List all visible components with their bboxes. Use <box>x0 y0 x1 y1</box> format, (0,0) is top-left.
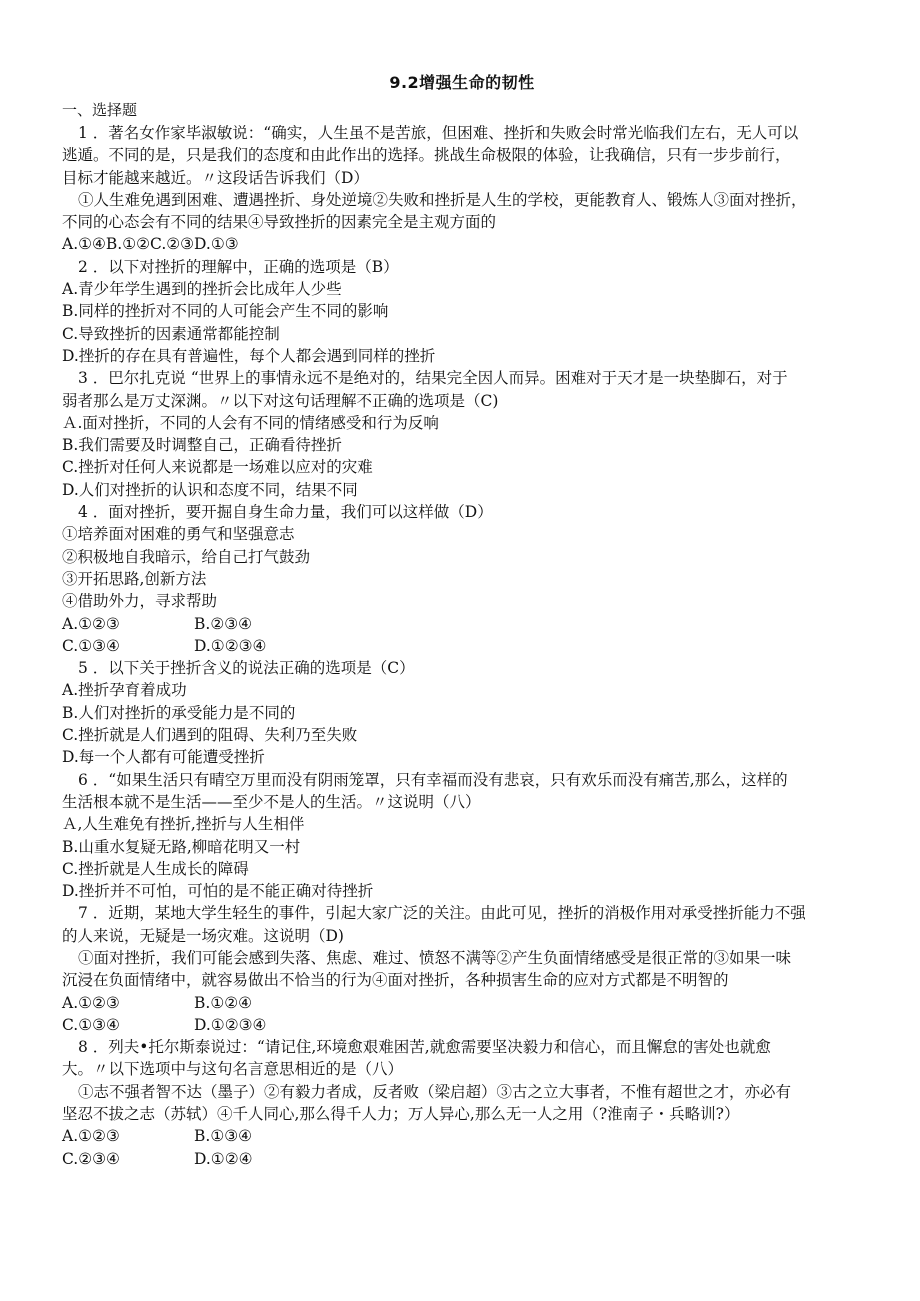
statement-item: ①培养面对困难的勇气和坚强意志 <box>62 525 295 544</box>
option-row <box>62 1148 862 1170</box>
statement-item: ②积极地自我暗示，给自己打气鼓劲 <box>62 547 311 566</box>
question-stem: 大。〃以下选项中与这句名言意思相近的是（八） <box>62 1060 404 1079</box>
question-stem: 6 ．“如果生活只有晴空万里而没有阴雨笼罩，只有幸福而没有悲哀，只有欢乐而没有痛苦,那么，这样的 <box>78 770 788 789</box>
option-b: B.山重水复疑无路,柳暗花明又一村 <box>62 837 301 856</box>
option-a: A.青少年学生遇到的挫折会比成年人少些 <box>62 280 342 299</box>
statement-item: ③开拓思路,创新方法 <box>62 569 207 588</box>
option-a: A.①②③ <box>62 614 120 633</box>
option-d: D.①②③④ <box>194 1015 267 1034</box>
option-b: B.同样的挫折对不同的人可能会产生不同的影响 <box>62 302 389 321</box>
option-d: D.每一个人都有可能遭受挫折 <box>62 748 265 767</box>
option-d: D.①②④ <box>194 1149 253 1168</box>
statement-list: ①志不强者智不达（墨子）②有毅力者成，反者败（梁启超）③古之立大事者，不惟有超世之才，亦必有 <box>78 1082 792 1101</box>
question-7 <box>62 902 862 1036</box>
section-heading: 一、选择题 <box>62 101 138 119</box>
question-stem: 3 ．巴尔扎克说 “世界上的事情永远不是绝对的，结果完全因人而异。困难对于天才是一块垫脚石，对于 <box>78 369 788 388</box>
question-stem: 7 ．近期，某地大学生轻生的事件，引起大家广泛的关注。由此可见，挫折的消极作用对承受挫折能力不强 <box>78 904 806 923</box>
question-3 <box>62 367 862 501</box>
question-stem: 生活根本就不是生活——至少不是人的生活。〃这说明（八） <box>62 792 481 811</box>
option-c: C.①③④ <box>62 1015 120 1034</box>
question-5 <box>62 657 862 768</box>
question-4 <box>62 501 862 657</box>
option-b: B.①③④ <box>194 1127 253 1146</box>
option-b: B.①②④ <box>194 993 253 1012</box>
option-b: B.②③④ <box>194 614 253 633</box>
question-stem: 5 ．以下关于挫折含义的说法正确的选项是（C） <box>78 659 415 678</box>
question-stem: 弱者那么是万丈深渊。〃以下对这句话理解不正确的选项是（C) <box>62 391 499 410</box>
option-c: C.导致挫折的因素通常都能控制 <box>62 324 280 343</box>
statement-list: ①人生难免遇到困难、遭遇挫折、身处逆境②失败和挫折是人生的学校，更能教育人、锻炼人③面对挫折， <box>78 190 807 209</box>
question-stem: 1 ．著名女作家毕淑敏说：“确实，人生虽不是苦旅，但困难、挫折和失败会时常光临我们左右，无人可以 <box>78 124 799 142</box>
document-page <box>62 70 862 1170</box>
page-title: 9.2增强生命的韧性 <box>389 73 535 92</box>
question-stem: 逃遁。不同的是，只是我们的态度和由此作出的选择。挑战生命极限的体验，让我确信，只有一步步前行， <box>62 146 791 165</box>
question-stem: 4 ．面对挫折，要开掘自身生命力量，我们可以这样做（D） <box>78 503 493 522</box>
question-stem: 目标才能越来越近。〃这段话告诉我们（D） <box>62 168 369 187</box>
question-stem: 2 ．以下对挫折的理解中，正确的选项是（B） <box>78 257 399 276</box>
option-d: D.①②③④ <box>194 636 267 655</box>
option-c: C.挫折就是人生成长的障碍 <box>62 859 249 878</box>
question-6 <box>62 769 862 903</box>
option-d: D.挫折并不可怕，可怕的是不能正确对待挫折 <box>62 882 374 901</box>
option-row <box>62 635 862 657</box>
statement-item: ④借助外力，寻求帮助 <box>62 592 218 611</box>
option-a: Ａ,人生难免有挫折,挫折与人生相伴 <box>62 815 305 834</box>
question-8 <box>62 1036 862 1170</box>
option-c: C.挫折就是人们遇到的阻碍、失利乃至失败 <box>62 726 358 745</box>
option-d: D.人们对挫折的认识和态度不同，结果不同 <box>62 480 358 499</box>
answer-options: A.①④B.①②C.②③D.①③ <box>62 235 239 254</box>
statement-list: ①面对挫折，我们可能会感到失落、焦虑、难过、愤怒不满等②产生负面情绪感受是很正常的③如果一味 <box>78 948 792 967</box>
statement-list: 沉浸在负面情绪中，就容易做出不恰当的行为④面对挫折，各种损害生命的应对方式都是不明智的 <box>62 971 729 990</box>
option-c: C.②③④ <box>62 1149 120 1168</box>
option-d: D.挫折的存在具有普遍性，每个人都会遇到同样的挫折 <box>62 346 436 365</box>
option-b: B.人们对挫折的承受能力是不同的 <box>62 703 296 722</box>
statement-list: 坚忍不拔之志（苏轼）④千人同心,那么得千人力；万人异心,那么无一人之用（?淮南子・兵略训?） <box>62 1105 740 1124</box>
option-a: A.①②③ <box>62 993 120 1012</box>
question-stem: 的人来说，无疑是一场灾难。这说明（D) <box>62 926 344 945</box>
option-a: A.①②③ <box>62 1127 120 1146</box>
option-row <box>62 992 862 1014</box>
statement-list: 不同的心态会有不同的结果④导致挫折的因素完全是主观方面的 <box>62 213 497 232</box>
question-2 <box>62 256 862 367</box>
option-b: B.我们需要及时调整自己，正确看待挫折 <box>62 436 342 455</box>
option-row <box>62 1014 862 1036</box>
option-c: C.挫折对任何人来说都是一场难以应对的灾难 <box>62 458 373 477</box>
question-1 <box>62 122 862 256</box>
option-row <box>62 1125 862 1147</box>
option-row <box>62 613 862 635</box>
option-c: C.①③④ <box>62 636 120 655</box>
question-stem: 8 ．列夫•托尔斯泰说过：“请记住,环境愈艰难困苦,就愈需要坚决毅力和信心，而且懈怠的害处也就愈 <box>78 1038 771 1057</box>
option-a: A.挫折孕育着成功 <box>62 681 187 700</box>
option-a: Ａ.面对挫折，不同的人会有不同的情绪感受和行为反响 <box>62 413 439 432</box>
